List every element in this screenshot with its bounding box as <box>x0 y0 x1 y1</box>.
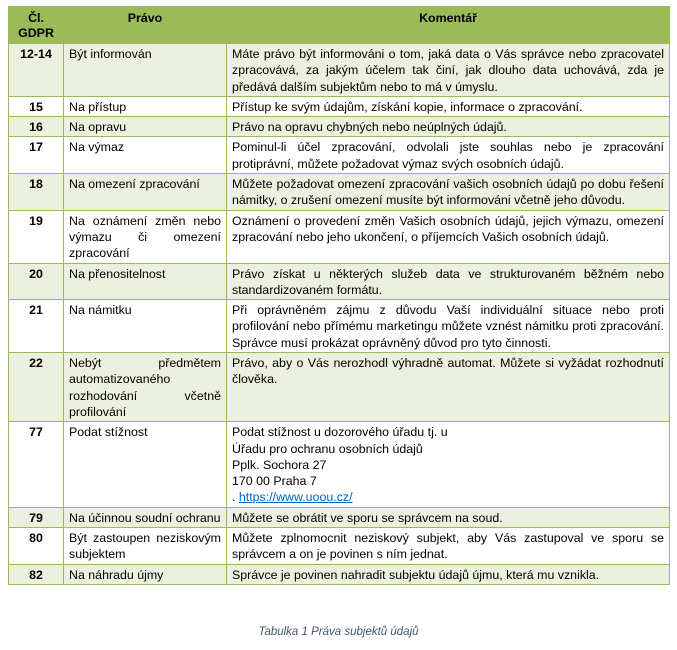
table-row <box>9 44 670 97</box>
article-number: 12-14 <box>9 44 64 97</box>
article-number: 17 <box>9 137 64 174</box>
article-number: 22 <box>9 353 64 422</box>
article-number: 19 <box>9 210 64 263</box>
article-number: 77 <box>9 422 64 507</box>
right-comment: Máte právo být informováni o tom, jaká data o Vás správce nebo zpracovatel zpracovává, za jakým účelem tak činí, jak dlouho data uchovává, zda je předává dalším subjektům nebo to má v úmyslu. <box>227 44 670 97</box>
right-name: Na námitku <box>64 300 227 353</box>
address-link-line <box>232 489 664 505</box>
address-line: Úřadu pro ochranu osobních údajů <box>232 441 423 456</box>
table-header-row <box>9 7 670 44</box>
article-number: 20 <box>9 263 64 300</box>
right-comment: Správce je povinen nahradit subjektu údajů újmu, která mu vznikla. <box>227 564 670 584</box>
link-prefix: . <box>232 490 239 505</box>
article-number: 80 <box>9 528 64 565</box>
address-line: Podat stížnost u dozorového úřadu tj. u <box>232 425 448 440</box>
right-comment: Právo na opravu chybných nebo neúplných údajů. <box>227 117 670 137</box>
right-name: Na přístup <box>64 96 227 116</box>
table-row <box>9 353 670 422</box>
rights-table <box>8 6 670 585</box>
table-row <box>9 528 670 565</box>
article-number: 79 <box>9 507 64 527</box>
authority-address <box>227 422 670 507</box>
article-number: 21 <box>9 300 64 353</box>
right-name: Na účinnou soudní ochranu <box>64 507 227 527</box>
right-comment: Právo získat u některých služeb data ve strukturovaném běžném nebo standardizovaném formátu. <box>227 263 670 300</box>
right-name: Být informován <box>64 44 227 97</box>
article-number: 15 <box>9 96 64 116</box>
right-name: Na výmaz <box>64 137 227 174</box>
article-number: 82 <box>9 564 64 584</box>
right-name: Na přenositelnost <box>64 263 227 300</box>
address-line: 170 00 Praha 7 <box>232 474 317 489</box>
article-number: 18 <box>9 174 64 211</box>
table-row <box>9 507 670 527</box>
right-name: Na oznámení změn nebo výmazu či omezení zpracování <box>64 210 227 263</box>
right-comment: Právo, aby o Vás nerozhodl výhradně automat. Můžete si vyžádat rozhodnutí člověka. <box>227 353 670 422</box>
right-comment: Můžete požadovat omezení zpracování vašich osobních údajů po dobu řešení námitky, o zrušení omezení musíte být informováni včetně jeho důvodu. <box>227 174 670 211</box>
header-right: Právo <box>64 7 227 44</box>
right-name: Nebýt předmětem automatizovaného rozhodování včetně profilování <box>64 353 227 422</box>
uoou-website-link[interactable]: https://www.uoou.cz/ <box>238 490 353 505</box>
table-row <box>9 210 670 263</box>
table-row <box>9 300 670 353</box>
header-article-number: Čl. GDPR <box>9 7 64 44</box>
right-name: Být zastoupen neziskovým subjektem <box>64 528 227 565</box>
right-comment: Pominul-li účel zpracování, odvolali jste souhlas nebo je zpracování protiprávní, můžete požadovat výmaz svých osobních údajů. <box>227 137 670 174</box>
right-name: Podat stížnost <box>64 422 227 507</box>
right-comment: Můžete zplnomocnit neziskový subjekt, aby Vás zastupoval ve sporu se správcem a on je povinen s ním jednat. <box>227 528 670 565</box>
header-comment: Komentář <box>227 7 670 44</box>
table-row <box>9 422 670 507</box>
table-row <box>9 96 670 116</box>
right-comment: Můžete se obrátit ve sporu se správcem na soud. <box>227 507 670 527</box>
table-row <box>9 564 670 584</box>
article-number: 16 <box>9 117 64 137</box>
address-line: Pplk. Sochora 27 <box>232 457 327 472</box>
right-comment: Při oprávněném zájmu z důvodu Vaší individuální situace nebo proti profilování nebo přímému marketingu můžete vznést námitku proti zpracování. Správce musí prokázat oprávněný důvod pro tyto činnosti. <box>227 300 670 353</box>
right-comment: Přístup ke svým údajům, získání kopie, informace o zpracování. <box>227 96 670 116</box>
right-comment: Oznámení o provedení změn Vašich osobních údajů, jejich výmazu, omezení zpracování nebo jeho ukončení, o příjemcích Vašich osobních údajů. <box>227 210 670 263</box>
right-name: Na náhradu újmy <box>64 564 227 584</box>
table-row <box>9 174 670 211</box>
right-name: Na opravu <box>64 117 227 137</box>
right-name: Na omezení zpracování <box>64 174 227 211</box>
table-row <box>9 137 670 174</box>
table-row <box>9 263 670 300</box>
table-row <box>9 117 670 137</box>
table-caption: Tabulka 1 Práva subjektů údajů <box>258 626 419 638</box>
